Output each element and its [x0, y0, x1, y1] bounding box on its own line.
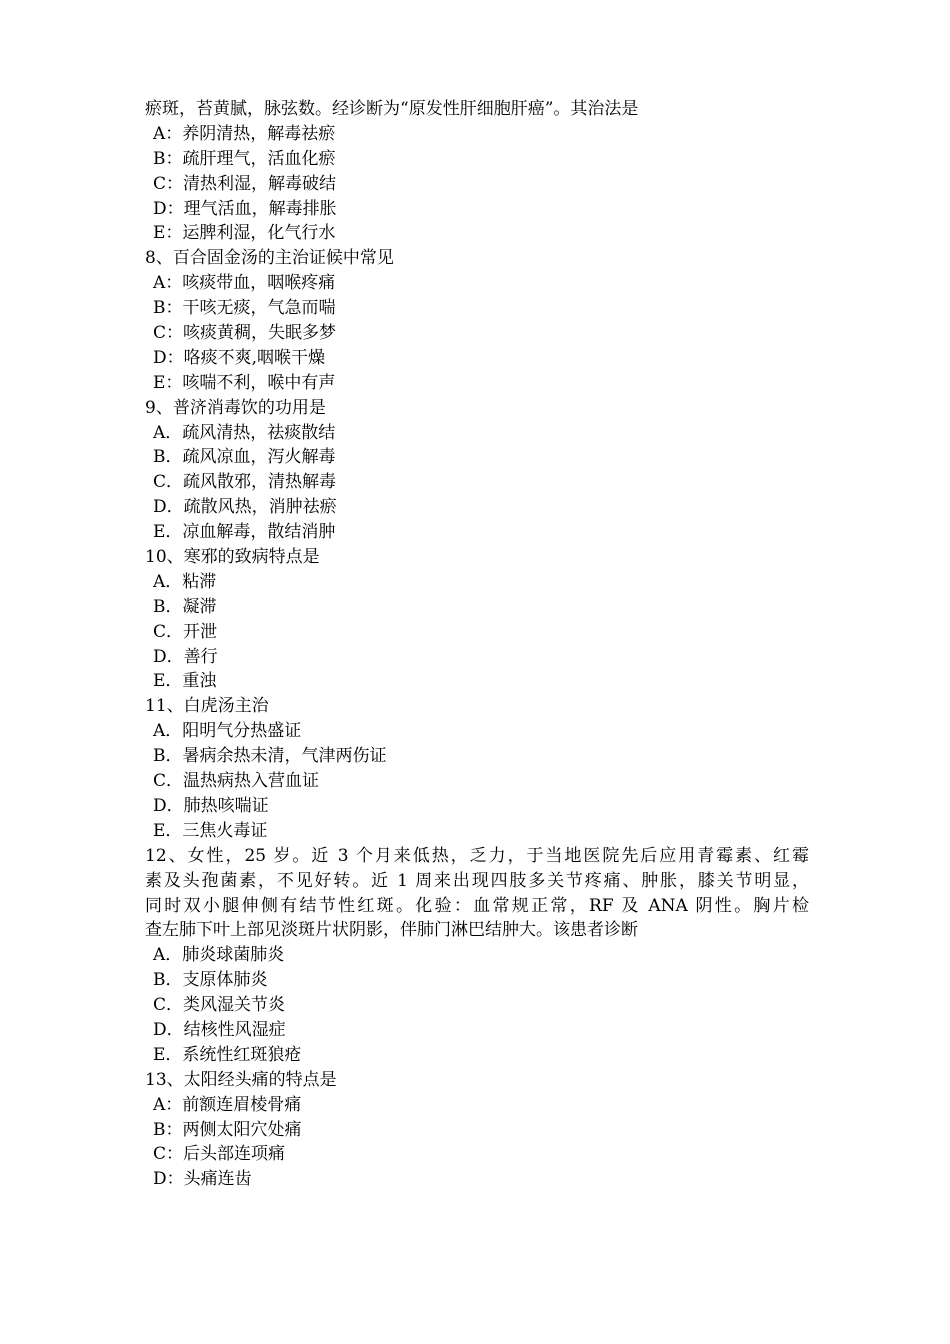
- option-b: B：干咳无痰，气急而喘: [153, 298, 336, 319]
- option-c: C：后头部连项痛: [153, 1144, 286, 1165]
- option-b: B：疏肝理气，活血化瘀: [153, 148, 336, 169]
- option-e: E．三焦火毒证: [153, 820, 268, 841]
- question-block: [145, 694, 809, 843]
- option-d: D：理气活血，解毒排胀: [153, 198, 337, 219]
- question-block: [145, 396, 809, 545]
- option-d: D．肺热咳喘证: [153, 795, 269, 816]
- option-a: A：前额连眉棱骨痛: [153, 1094, 302, 1115]
- option-a: A．疏风清热，祛痰散结: [153, 422, 336, 443]
- option-a: A．阳明气分热盛证: [153, 721, 302, 742]
- option-d: D：头痛连齿: [153, 1169, 252, 1190]
- option-d: D．疏散风热，消肿祛瘀: [153, 497, 337, 518]
- option-c: C．开泄: [153, 621, 218, 642]
- option-c: C．温热病热入营血证: [153, 771, 320, 792]
- option-d: D．善行: [153, 646, 218, 667]
- question-stem: 11、白虎汤主治: [145, 696, 269, 717]
- option-c: C：咳痰黄稠，失眠多梦: [153, 323, 337, 344]
- option-e: E．系统性红斑狼疮: [153, 1044, 302, 1065]
- option-b: B．凝滞: [153, 596, 217, 617]
- question-stem-line: 查左肺下叶上部见淡斑片状阴影，伴肺门淋巴结肿大。该患者诊断: [145, 920, 638, 941]
- option-d: D：咯痰不爽,咽喉干燥: [153, 347, 326, 368]
- question-block: [145, 97, 809, 246]
- option-a: A．粘滞: [153, 571, 217, 592]
- question-block: [145, 1068, 809, 1192]
- option-a: A．肺炎球菌肺炎: [153, 945, 285, 966]
- question-block: [145, 246, 809, 395]
- option-b: B：两侧太阳穴处痛: [153, 1119, 302, 1140]
- question-stem: 瘀斑，苔黄腻，脉弦数。经诊断为“原发性肝细胞肝癌”。其治法是: [145, 99, 639, 119]
- question-stem-line: 12、女性，25 岁。近 3 个月来低热，乏力，于当地医院先后应用青霉素、红霉: [145, 845, 809, 866]
- option-e: E：运脾利湿，化气行水: [153, 223, 336, 244]
- option-e: E．重浊: [153, 671, 217, 692]
- option-c: C．疏风散邪，清热解毒: [153, 472, 337, 493]
- question-stem: 8、百合固金汤的主治证候中常见: [145, 248, 394, 269]
- option-e: E．凉血解毒，散结消肿: [153, 522, 336, 543]
- question-stem-line: 同时双小腿伸侧有结节性红斑。化验：血常规正常，RF 及 ANA 阴性。胸片检: [145, 895, 809, 916]
- option-b: B．支原体肺炎: [153, 970, 268, 991]
- option-c: C：清热利湿，解毒破结: [153, 173, 337, 194]
- option-e: E：咳喘不利，喉中有声: [153, 372, 336, 393]
- question-block: [145, 545, 809, 694]
- question-stem: 13、太阳经头痛的特点是: [145, 1069, 337, 1090]
- option-b: B．疏风凉血，泻火解毒: [153, 447, 336, 468]
- question-stem: 9、普济消毒饮的功用是: [145, 397, 326, 418]
- option-a: A：咳痰带血，咽喉疼痛: [153, 273, 336, 294]
- option-d: D．结核性风湿症: [153, 1019, 286, 1040]
- option-b: B．暑病余热未清，气津两伤证: [153, 746, 387, 767]
- question-stem-line: 素及头孢菌素，不见好转。近 1 周来出现四肢多关节疼痛、肿胀，膝关节明显，: [145, 870, 809, 891]
- question-list: [145, 97, 809, 1192]
- question-block: [145, 844, 809, 1068]
- option-a: A：养阴清热，解毒祛瘀: [153, 123, 336, 144]
- question-stem: 10、寒邪的致病特点是: [145, 547, 320, 568]
- option-c: C．类风湿关节炎: [153, 995, 286, 1016]
